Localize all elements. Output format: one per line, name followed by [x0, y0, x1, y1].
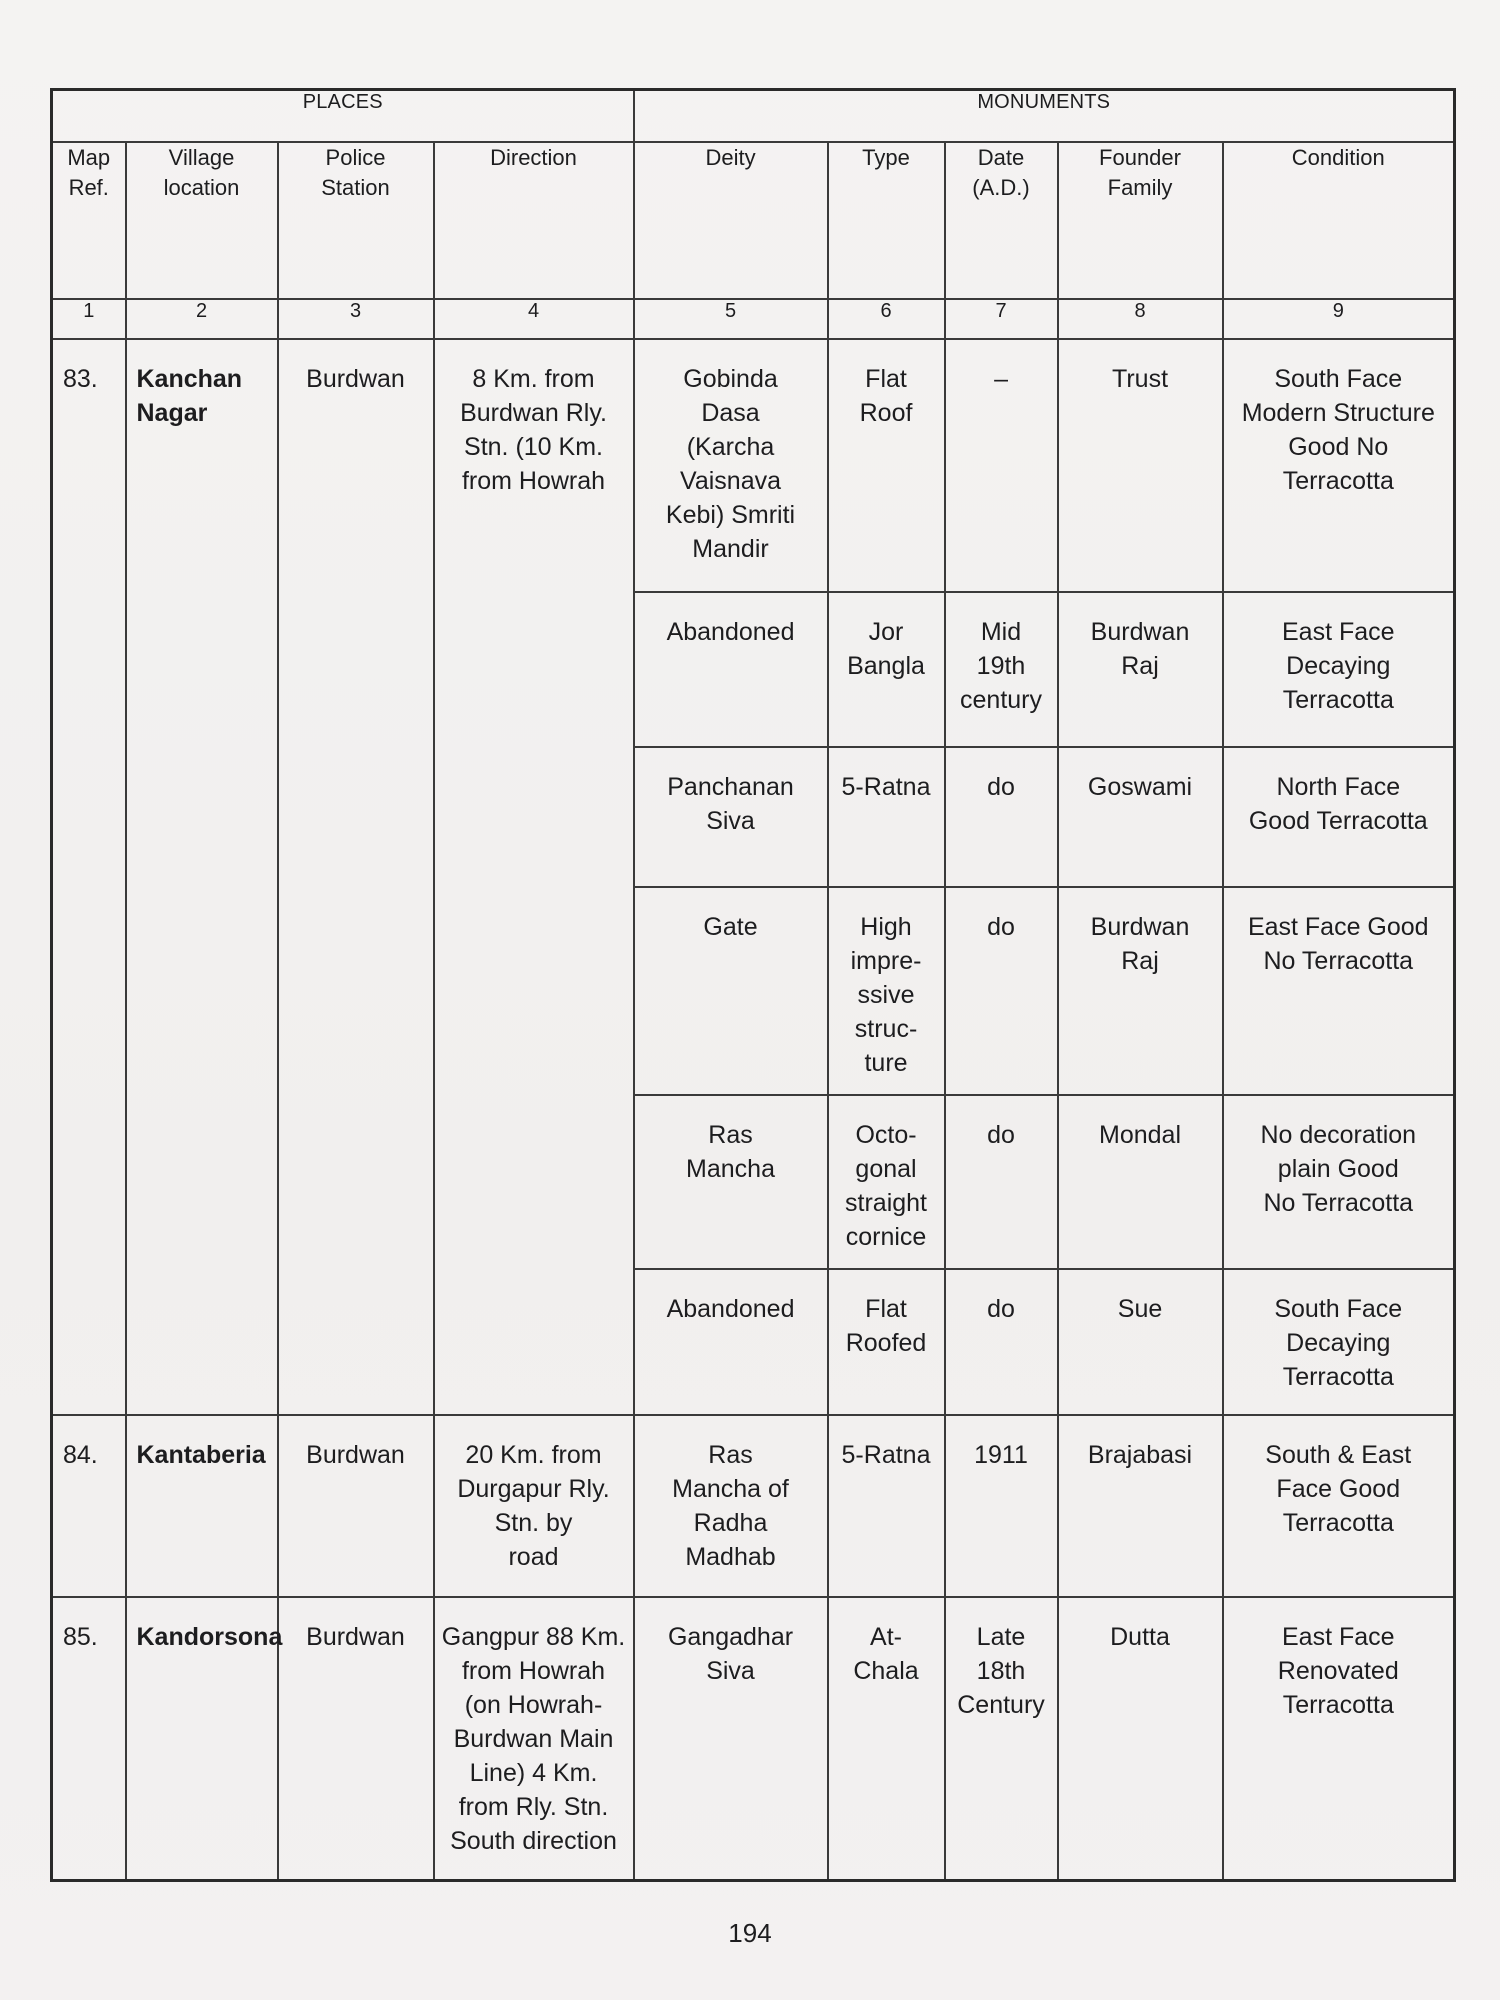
header-founder-family: Founder Family	[1058, 142, 1223, 299]
temple-type: 5-Ratna	[841, 1441, 931, 1469]
header-direction: Direction	[434, 142, 634, 299]
temple-type: Jor Bangla	[847, 618, 925, 680]
founder-cell	[1058, 1269, 1223, 1415]
date-cell	[945, 1269, 1058, 1415]
temple-type: 5-Ratna	[841, 773, 931, 801]
column-number: 6	[828, 299, 945, 339]
temple-type: Flat Roofed	[845, 1295, 927, 1357]
type-cell	[828, 1597, 945, 1880]
column-number: 3	[278, 299, 434, 339]
temple-type: At- Chala	[853, 1623, 919, 1685]
column-number: 5	[634, 299, 828, 339]
column-number: 9	[1223, 299, 1455, 339]
date: do	[987, 1295, 1015, 1323]
condition: No decoration plain Good No Terracotta	[1260, 1121, 1417, 1217]
places-group-header: PLACES	[52, 90, 634, 143]
date-cell	[945, 592, 1058, 747]
date: 1911	[974, 1441, 1028, 1469]
deity-cell	[634, 887, 828, 1095]
map-ref: 85.	[63, 1623, 98, 1651]
column-number: 4	[434, 299, 634, 339]
page-number: 194	[728, 1918, 772, 1948]
deity: Abandoned	[666, 618, 795, 646]
deity: Gate	[703, 913, 758, 941]
founder-family: Burdwan Raj	[1090, 618, 1190, 680]
police-station-cell	[278, 1597, 434, 1880]
condition-cell	[1223, 747, 1455, 887]
deity: Abandoned	[666, 1295, 795, 1323]
condition: South & East Face Good Terracotta	[1265, 1441, 1412, 1537]
type-cell	[828, 1269, 945, 1415]
date-cell	[945, 339, 1058, 592]
map-ref: 83.	[63, 365, 98, 393]
police-station-cell	[278, 1415, 434, 1597]
direction-cell	[434, 1415, 634, 1597]
date: Mid 19th century	[960, 618, 1042, 714]
column-header-row	[52, 142, 1455, 299]
village-cell	[126, 1415, 278, 1597]
temple-type: Octo- gonal straight cornice	[845, 1121, 927, 1251]
village-name: Kanchan Nagar	[136, 365, 243, 427]
date: do	[987, 1121, 1015, 1149]
map-ref: 84.	[63, 1441, 98, 1469]
map-ref-cell	[52, 1597, 126, 1880]
founder-family: Sue	[1117, 1295, 1163, 1323]
direction-cell	[434, 1597, 634, 1880]
map-ref-cell	[52, 339, 126, 1415]
founder-family: Burdwan Raj	[1090, 913, 1190, 975]
direction: Gangpur 88 Km. from Howrah (on Howrah- Burdwan Main Line) 4 Km. from Rly. Stn. South direction	[441, 1623, 626, 1855]
condition-cell	[1223, 1597, 1455, 1880]
header-date: Date (A.D.)	[945, 142, 1058, 299]
condition-cell	[1223, 1269, 1455, 1415]
date: –	[994, 365, 1008, 393]
date: do	[987, 913, 1015, 941]
condition: North Face Good Terracotta	[1248, 773, 1428, 835]
deity-cell	[634, 1597, 828, 1880]
condition: South Face Decaying Terracotta	[1274, 1295, 1403, 1391]
deity: Ras Mancha	[686, 1121, 775, 1183]
founder-family: Brajabasi	[1087, 1441, 1193, 1469]
column-number: 1	[52, 299, 126, 339]
type-cell	[828, 1415, 945, 1597]
table-row	[52, 1597, 1455, 1880]
condition: East Face Renovated Terracotta	[1277, 1623, 1399, 1719]
founder-cell	[1058, 1095, 1223, 1269]
founder-cell	[1058, 747, 1223, 887]
temple-type: Flat Roof	[859, 365, 913, 427]
type-cell	[828, 887, 945, 1095]
village-cell	[126, 339, 278, 1415]
date: Late 18th Century	[957, 1623, 1045, 1719]
condition-cell	[1223, 592, 1455, 747]
village-cell	[126, 1597, 283, 1880]
monuments-table	[50, 88, 1456, 1882]
date-cell	[945, 1597, 1058, 1880]
condition: East Face Good No Terracotta	[1247, 913, 1429, 975]
deity-cell	[634, 592, 828, 747]
direction-cell	[434, 339, 634, 1415]
village-name: Kandorsona	[136, 1623, 283, 1651]
condition-cell	[1223, 1415, 1455, 1597]
deity: Panchanan Siva	[667, 773, 794, 835]
founder-cell	[1058, 592, 1223, 747]
column-number: 7	[945, 299, 1058, 339]
police-station: Burdwan	[306, 1441, 405, 1469]
deity-cell	[634, 1269, 828, 1415]
group-header-row	[52, 90, 1455, 143]
type-cell	[828, 1095, 945, 1269]
column-number: 8	[1058, 299, 1223, 339]
founder-family: Mondal	[1099, 1121, 1182, 1149]
founder-family: Trust	[1112, 365, 1169, 393]
deity-cell	[634, 1095, 828, 1269]
condition: East Face Decaying Terracotta	[1281, 618, 1395, 714]
type-cell	[828, 592, 945, 747]
header-map-ref: Map Ref.	[52, 142, 126, 299]
deity: Ras Mancha of Radha Madhab	[672, 1441, 789, 1571]
deity: Gangadhar Siva	[667, 1623, 794, 1685]
condition-cell	[1223, 887, 1455, 1095]
header-type: Type	[828, 142, 945, 299]
type-cell	[828, 339, 945, 592]
deity: Gobinda Dasa (Karcha Vaisnava Kebi) Smriti Mandir	[665, 365, 796, 563]
founder-cell	[1058, 1597, 1223, 1880]
header-village-location: Village location	[126, 142, 278, 299]
date: do	[987, 773, 1015, 801]
temple-type: High impre- ssive struc- ture	[850, 913, 922, 1077]
column-number-row	[52, 299, 1455, 339]
police-station-cell	[278, 339, 434, 1415]
date-cell	[945, 1095, 1058, 1269]
monuments-group-header: MONUMENTS	[634, 90, 1455, 143]
table-row	[52, 1415, 1455, 1597]
column-number: 2	[126, 299, 278, 339]
date-cell	[945, 887, 1058, 1095]
deity-cell	[634, 1415, 828, 1597]
condition: South Face Modern Structure Good No Terracotta	[1241, 365, 1435, 495]
header-condition: Condition	[1223, 142, 1455, 299]
deity-cell	[634, 339, 828, 592]
condition-cell	[1223, 1095, 1455, 1269]
founder-cell	[1058, 339, 1223, 592]
founder-family: Goswami	[1087, 773, 1193, 801]
direction: 8 Km. from Burdwan Rly. Stn. (10 Km. from Howrah	[460, 365, 607, 495]
table-row	[52, 339, 1455, 592]
direction: 20 Km. from Durgapur Rly. Stn. by road	[457, 1441, 610, 1571]
founder-cell	[1058, 1415, 1223, 1597]
police-station: Burdwan	[306, 365, 405, 393]
founder-cell	[1058, 887, 1223, 1095]
header-deity: Deity	[634, 142, 828, 299]
police-station: Burdwan	[306, 1623, 405, 1651]
date-cell	[945, 747, 1058, 887]
village-name: Kantaberia	[136, 1441, 266, 1469]
deity-cell	[634, 747, 828, 887]
header-police-station: Police Station	[278, 142, 434, 299]
condition-cell	[1223, 339, 1455, 592]
map-ref-cell	[52, 1415, 126, 1597]
date-cell	[945, 1415, 1058, 1597]
type-cell	[828, 747, 945, 887]
founder-family: Dutta	[1110, 1623, 1170, 1651]
